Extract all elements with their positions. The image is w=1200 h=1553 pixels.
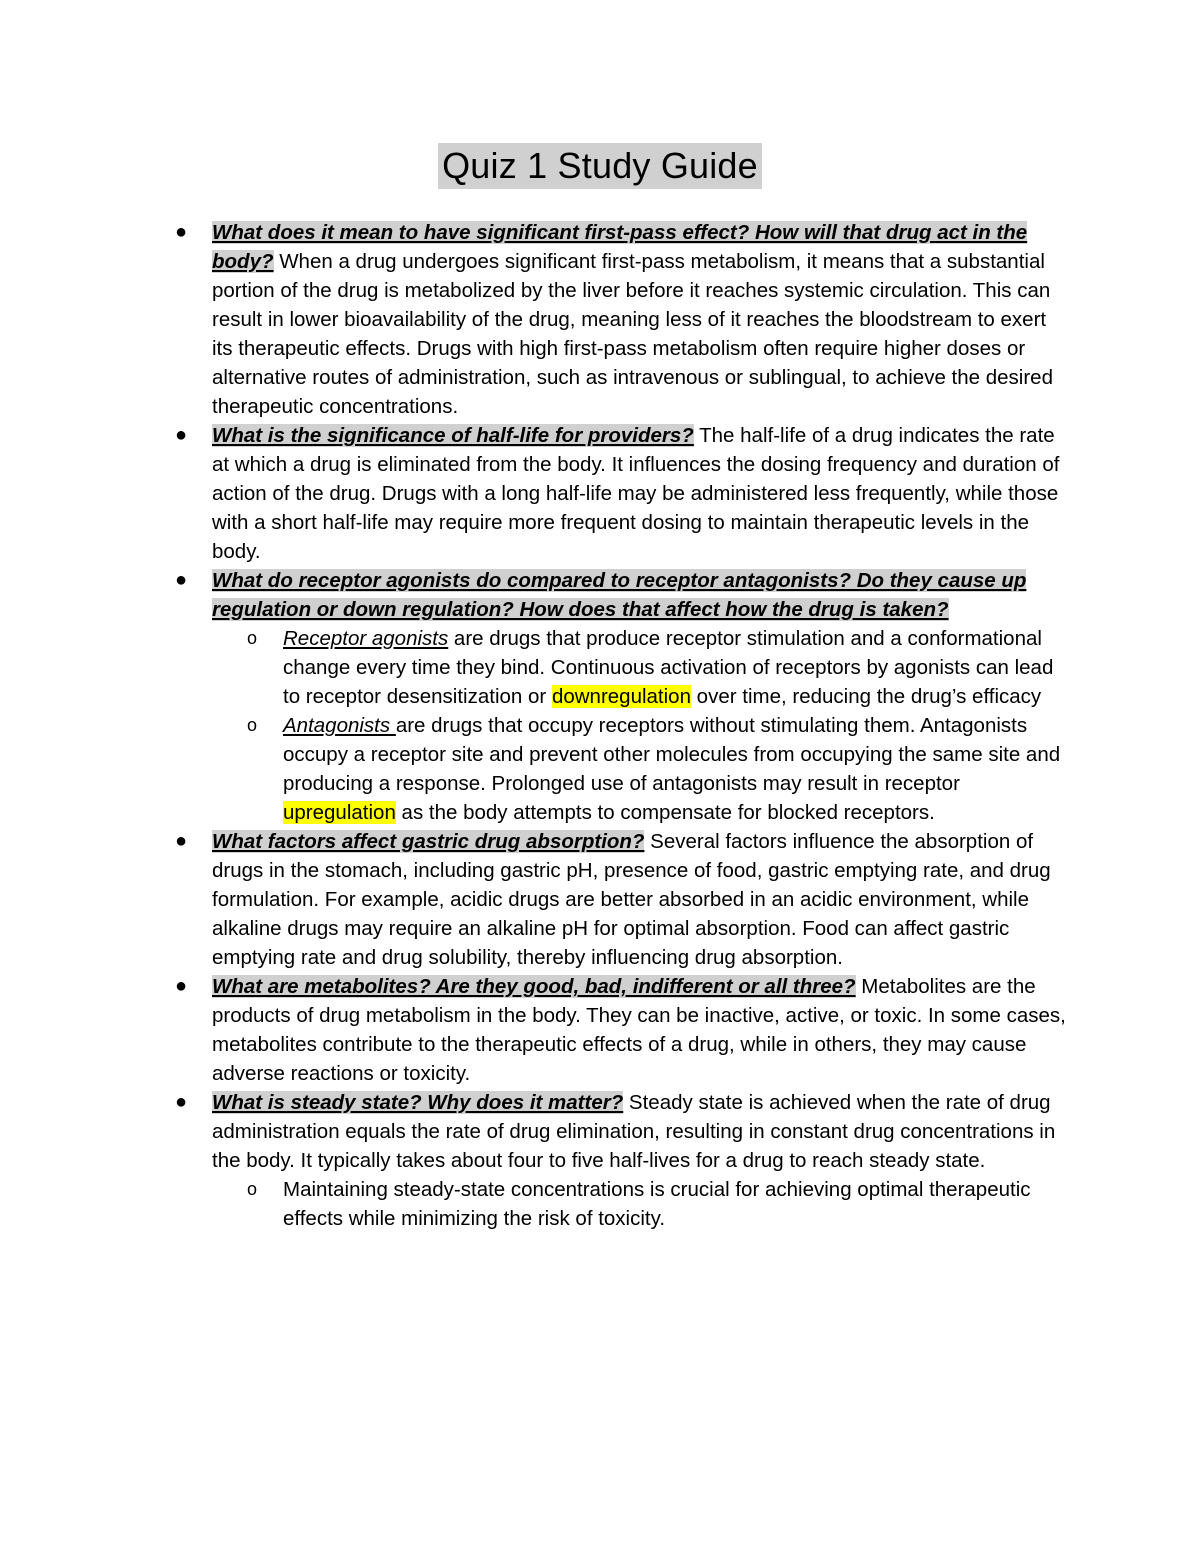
sub-list (212, 1175, 1072, 1233)
bullet-icon: ● (175, 1091, 188, 1113)
term-text: Receptor agonists (283, 627, 449, 650)
list-item (175, 827, 1072, 972)
bullet-icon: ● (175, 221, 188, 243)
term-text: Antagonists (283, 714, 396, 737)
question-list (175, 218, 1072, 1233)
list-item (175, 1088, 1072, 1233)
title-wrap (0, 143, 1200, 189)
circle-bullet-icon: o (247, 1179, 258, 1199)
highlighted-term: downregulation (551, 685, 691, 708)
list-item (175, 421, 1072, 566)
answer-text: Several factors influence the absorption of drugs in the stomach, including gastric pH, presence of food, gastric emptying rate, and drug formulation. For example, acidic drugs are better absorbed in an acidic environment, while alkaline drugs may require an alkaline pH for optimal absorption. Food can affect gastric emptying rate and drug solubility, thereby influencing drug absorption. (212, 830, 1051, 969)
sub-list-item (247, 711, 1072, 827)
sub-list-item (247, 1175, 1072, 1233)
question-text: What are metabolites? Are they good, bad, indifferent or all three? (212, 975, 856, 998)
sub-text: Maintaining steady-state concentrations is crucial for achieving optimal therapeutic effects while minimizing the risk of toxicity. (283, 1178, 1031, 1230)
page-title: Quiz 1 Study Guide (438, 143, 762, 189)
bullet-icon: ● (175, 975, 188, 997)
question-text: What factors affect gastric drug absorption? (212, 830, 645, 853)
answer-text: When a drug undergoes significant first-pass metabolism, it means that a substantial portion of the drug is metabolized by the liver before it reaches systemic circulation. This can result in lower bioavailability of the drug, meaning less of it reaches the bloodstream to exert its therapeutic effects. Drugs with high first-pass metabolism often require higher doses or alternative routes of administration, such as intravenous or sublingual, to achieve the desired therapeutic concentrations. (212, 250, 1053, 418)
bullet-icon: ● (175, 830, 188, 852)
answer-text: Steady state is achieved when the rate of drug administration equals the rate of drug elimination, resulting in constant drug concentrations in the body. It typically takes about four to five half-lives for a drug to reach steady state. (212, 1091, 1056, 1172)
question-text: What does it mean to have significant first-pass effect? How will that drug act in the body? (212, 221, 1028, 273)
sub-list (212, 624, 1072, 827)
circle-bullet-icon: o (247, 628, 258, 648)
circle-bullet-icon: o (247, 715, 258, 735)
list-item (175, 566, 1072, 827)
sub-list-item (247, 624, 1072, 711)
question-text: What is the significance of half-life for providers? (212, 424, 694, 447)
bullet-icon: ● (175, 424, 188, 446)
list-item (175, 218, 1072, 421)
answer-text: The half-life of a drug indicates the rate at which a drug is eliminated from the body. It influences the dosing frequency and duration of action of the drug. Drugs with a long half-life may be administered less frequently, while those with a short half-life may require more frequent dosing to maintain therapeutic levels in the body. (212, 424, 1060, 563)
question-text: What do receptor agonists do compared to receptor antagonists? Do they cause up regulation or down regulation? How does that affect how the drug is taken? (212, 569, 1027, 621)
bullet-icon: ● (175, 569, 188, 591)
question-text: What is steady state? Why does it matter? (212, 1091, 624, 1114)
highlighted-term: upregulation (283, 801, 396, 824)
sub-text: over time, reducing the drug’s efficacy (690, 685, 1042, 708)
list-item (175, 972, 1072, 1088)
sub-text: as the body attempts to compensate for blocked receptors. (395, 801, 935, 824)
answer-text: Metabolites are the products of drug metabolism in the body. They can be inactive, active, or toxic. In some cases, metabolites contribute to the therapeutic effects of a drug, while in others, they may cause adverse reactions or toxicity. (212, 975, 1066, 1085)
sub-text: are drugs that occupy receptors without stimulating them. Antagonists occupy a receptor site and prevent other molecules from occupying the same site and producing a response. Prolonged use of antagonists may result in receptor (283, 714, 1061, 795)
sub-text: are drugs that produce receptor stimulation and a conformational change every time they bind. Continuous activation of receptors by agonists can lead to receptor desensitization or (283, 627, 1054, 708)
